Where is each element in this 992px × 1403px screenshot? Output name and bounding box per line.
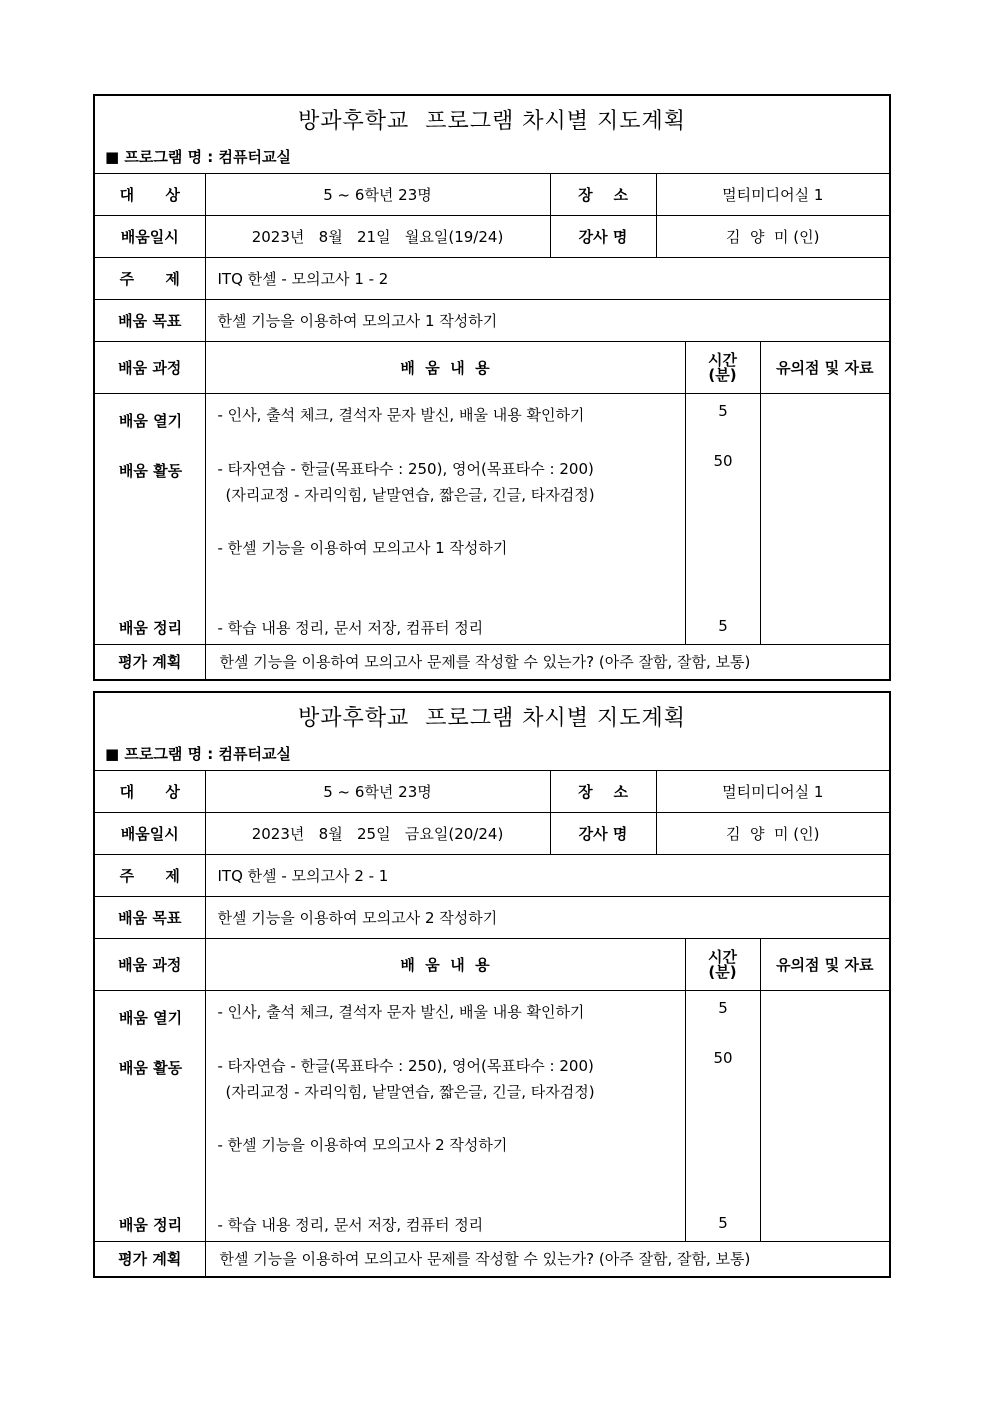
eval-label: 평가 계획 — [94, 645, 205, 680]
goal-label: 배움 목표 — [94, 300, 205, 342]
program-name: ■ 프로그램 명 : 컴퓨터교실 — [105, 745, 291, 763]
lesson-plan-2 — [93, 691, 889, 1278]
notes-column — [760, 991, 890, 1242]
date-label: 배움일시 — [94, 813, 205, 855]
time-activity: 50 — [713, 1049, 733, 1067]
content-activity-exam: - 한셀 기능을 이용하여 모의고사 1 작성하기 — [217, 539, 508, 557]
time-column — [685, 394, 760, 645]
content-header: 배 움 내 용 — [205, 939, 685, 991]
place-label: 장 소 — [550, 174, 656, 216]
stage-column — [94, 991, 205, 1242]
topic-label: 주 제 — [94, 855, 205, 897]
place-label: 장 소 — [550, 771, 656, 813]
content-activity-typing: - 타자연습 - 한글(목표타수 : 250), 영어(목표타수 : 200) — [217, 1057, 594, 1075]
content-activity-posture: (자리교정 - 자리익힘, 낱말연습, 짧은글, 긴글, 타자검정) — [225, 1083, 595, 1101]
stage-activity: 배움 활동 — [118, 462, 183, 480]
target-label: 대 상 — [94, 771, 205, 813]
time-header — [685, 342, 760, 394]
lesson-plan-1 — [93, 94, 889, 681]
target-label: 대 상 — [94, 174, 205, 216]
notes-header: 유의점 및 자료 — [760, 342, 890, 394]
notes-header: 유의점 및 자료 — [760, 939, 890, 991]
time-header-line-2: (분) — [708, 365, 737, 384]
process-header: 배움 과정 — [94, 939, 205, 991]
stage-column — [94, 394, 205, 645]
time-header-line-1: 시간 — [708, 350, 737, 369]
content-activity-posture: (자리교정 - 자리익힘, 낱말연습, 짧은글, 긴글, 타자검정) — [225, 486, 595, 504]
stage-open: 배움 열기 — [118, 1009, 183, 1027]
goal-label: 배움 목표 — [94, 897, 205, 939]
place-value: 멀티미디어실 1 — [656, 771, 890, 813]
stage-close: 배움 정리 — [118, 1216, 183, 1234]
place-value: 멀티미디어실 1 — [656, 174, 890, 216]
time-header — [685, 939, 760, 991]
teacher-label: 강사 명 — [550, 216, 656, 258]
target-value: 5 ~ 6학년 23명 — [205, 771, 550, 813]
topic-label: 주 제 — [94, 258, 205, 300]
target-value: 5 ~ 6학년 23명 — [205, 174, 550, 216]
title-cell — [94, 692, 890, 771]
content-close: - 학습 내용 정리, 문서 저장, 컴퓨터 정리 — [217, 1216, 484, 1234]
time-activity: 50 — [713, 452, 733, 470]
goal-value: 한셀 기능을 이용하여 모의고사 1 작성하기 — [205, 300, 890, 342]
content-close: - 학습 내용 정리, 문서 저장, 컴퓨터 정리 — [217, 619, 484, 637]
content-open: - 인사, 출석 체크, 결석자 문자 발신, 배울 내용 확인하기 — [217, 406, 585, 424]
time-close: 5 — [718, 617, 728, 635]
goal-value: 한셀 기능을 이용하여 모의고사 2 작성하기 — [205, 897, 890, 939]
teacher-value: 김 양 미 (인) — [656, 216, 890, 258]
teacher-value: 김 양 미 (인) — [656, 813, 890, 855]
program-name: ■ 프로그램 명 : 컴퓨터교실 — [105, 148, 291, 166]
content-activity-exam: - 한셀 기능을 이용하여 모의고사 2 작성하기 — [217, 1136, 508, 1154]
title-cell — [94, 95, 890, 174]
teacher-label: 강사 명 — [550, 813, 656, 855]
notes-column — [760, 394, 890, 645]
eval-value: 한셀 기능을 이용하여 모의고사 문제를 작성할 수 있는가? (아주 잘함, 잘함, 보통) — [205, 1242, 890, 1277]
topic-value: ITQ 한셀 - 모의고사 2 - 1 — [205, 855, 890, 897]
content-open: - 인사, 출석 체크, 결석자 문자 발신, 배울 내용 확인하기 — [217, 1003, 585, 1021]
time-close: 5 — [718, 1214, 728, 1232]
plan-title: 방과후학교 프로그램 차시별 지도계획 — [298, 706, 687, 731]
process-header: 배움 과정 — [94, 342, 205, 394]
date-value: 2023년 8월 21일 월요일(19/24) — [205, 216, 550, 258]
date-value: 2023년 8월 25일 금요일(20/24) — [205, 813, 550, 855]
topic-value: ITQ 한셀 - 모의고사 1 - 2 — [205, 258, 890, 300]
eval-value: 한셀 기능을 이용하여 모의고사 문제를 작성할 수 있는가? (아주 잘함, 잘함, 보통) — [205, 645, 890, 680]
content-activity-typing: - 타자연습 - 한글(목표타수 : 250), 영어(목표타수 : 200) — [217, 460, 594, 478]
time-header-line-2: (분) — [708, 962, 737, 981]
stage-open: 배움 열기 — [118, 412, 183, 430]
time-open: 5 — [718, 999, 728, 1017]
time-open: 5 — [718, 402, 728, 420]
lesson-plan-table — [93, 94, 891, 681]
date-label: 배움일시 — [94, 216, 205, 258]
content-column — [205, 991, 685, 1242]
lesson-plan-table — [93, 691, 891, 1278]
stage-close: 배움 정리 — [118, 619, 183, 637]
stage-activity: 배움 활동 — [118, 1059, 183, 1077]
eval-label: 평가 계획 — [94, 1242, 205, 1277]
content-column — [205, 394, 685, 645]
time-header-line-1: 시간 — [708, 947, 737, 966]
plan-title: 방과후학교 프로그램 차시별 지도계획 — [298, 109, 687, 134]
time-column — [685, 991, 760, 1242]
content-header: 배 움 내 용 — [205, 342, 685, 394]
